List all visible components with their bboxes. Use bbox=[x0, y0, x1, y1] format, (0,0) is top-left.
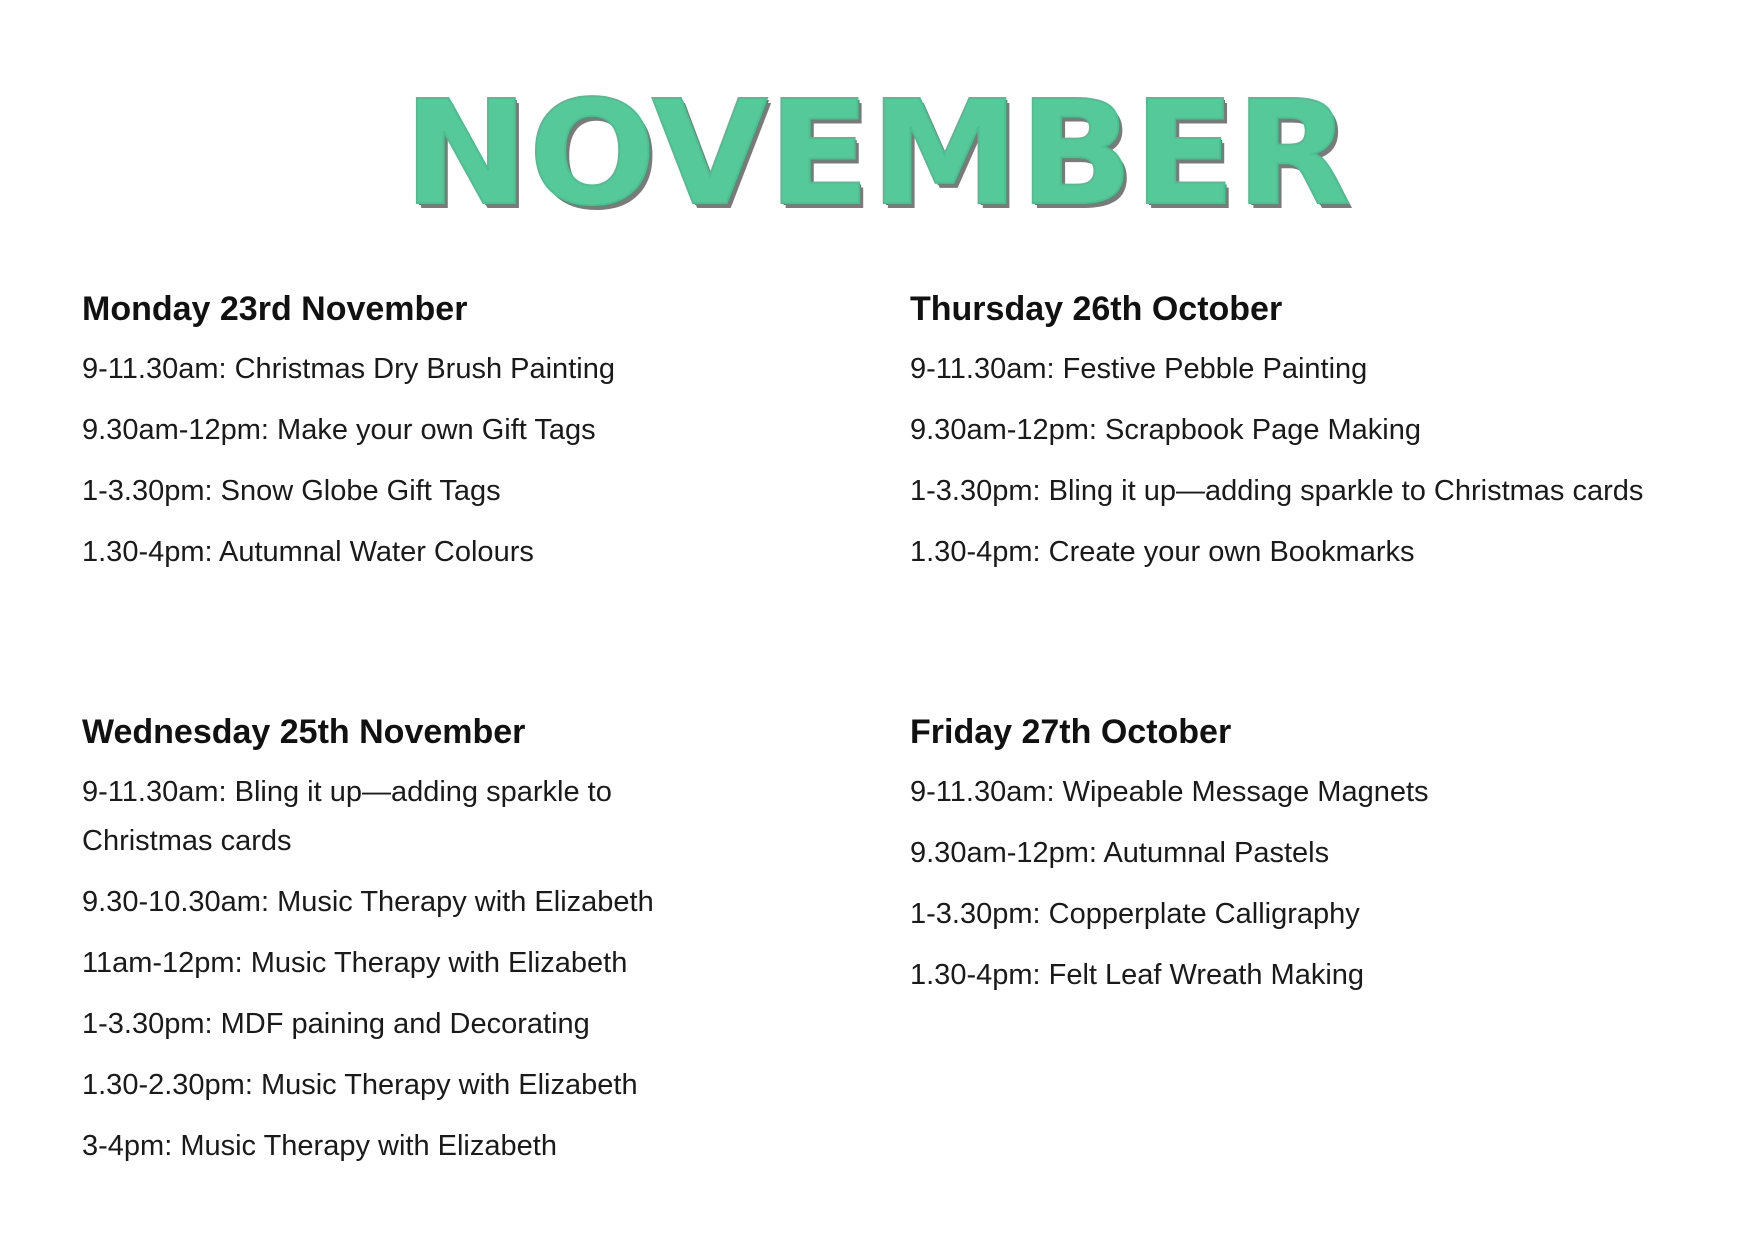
day-block-friday bbox=[910, 710, 1754, 1012]
session-item: 1.30-4pm: Autumnal Water Colours bbox=[82, 536, 534, 568]
session-item: 9-11.30am: Bling it up—adding sparkle to Christmas cards bbox=[82, 776, 612, 857]
day-heading: Thursday 26th October bbox=[910, 290, 1283, 328]
day-block-monday bbox=[82, 287, 942, 589]
session-item: 1-3.30pm: MDF paining and Decorating bbox=[82, 1008, 590, 1040]
session-item: 9.30am-12pm: Autumnal Pastels bbox=[910, 837, 1330, 869]
session-item: 11am-12pm: Music Therapy with Elizabeth bbox=[82, 947, 628, 979]
session-item: 1.30-2.30pm: Music Therapy with Elizabeth bbox=[82, 1069, 638, 1101]
month-title: NOVEMBER bbox=[403, 69, 1351, 237]
session-item: 1.30-4pm: Create your own Bookmarks bbox=[910, 536, 1415, 568]
day-heading: Friday 27th October bbox=[910, 713, 1232, 751]
session-item: 9.30am-12pm: Make your own Gift Tags bbox=[82, 414, 596, 446]
session-item: 9-11.30am: Festive Pebble Painting bbox=[910, 353, 1368, 385]
session-item: 1-3.30pm: Snow Globe Gift Tags bbox=[82, 475, 501, 507]
session-item: 9-11.30am: Christmas Dry Brush Painting bbox=[82, 353, 615, 385]
day-heading: Wednesday 25th November bbox=[82, 713, 526, 751]
day-block-wednesday bbox=[82, 710, 722, 1183]
day-block-thursday bbox=[910, 287, 1754, 589]
session-item: 1-3.30pm: Copperplate Calligraphy bbox=[910, 898, 1360, 930]
session-item: 1-3.30pm: Bling it up—adding sparkle to Christmas cards bbox=[910, 475, 1644, 507]
session-item: 9-11.30am: Wipeable Message Magnets bbox=[910, 776, 1429, 808]
day-heading: Monday 23rd November bbox=[82, 290, 468, 328]
session-item: 3-4pm: Music Therapy with Elizabeth bbox=[82, 1130, 557, 1162]
session-item: 9.30-10.30am: Music Therapy with Elizabeth bbox=[82, 886, 654, 918]
session-item: 9.30am-12pm: Scrapbook Page Making bbox=[910, 414, 1422, 446]
session-item: 1.30-4pm: Felt Leaf Wreath Making bbox=[910, 959, 1365, 991]
